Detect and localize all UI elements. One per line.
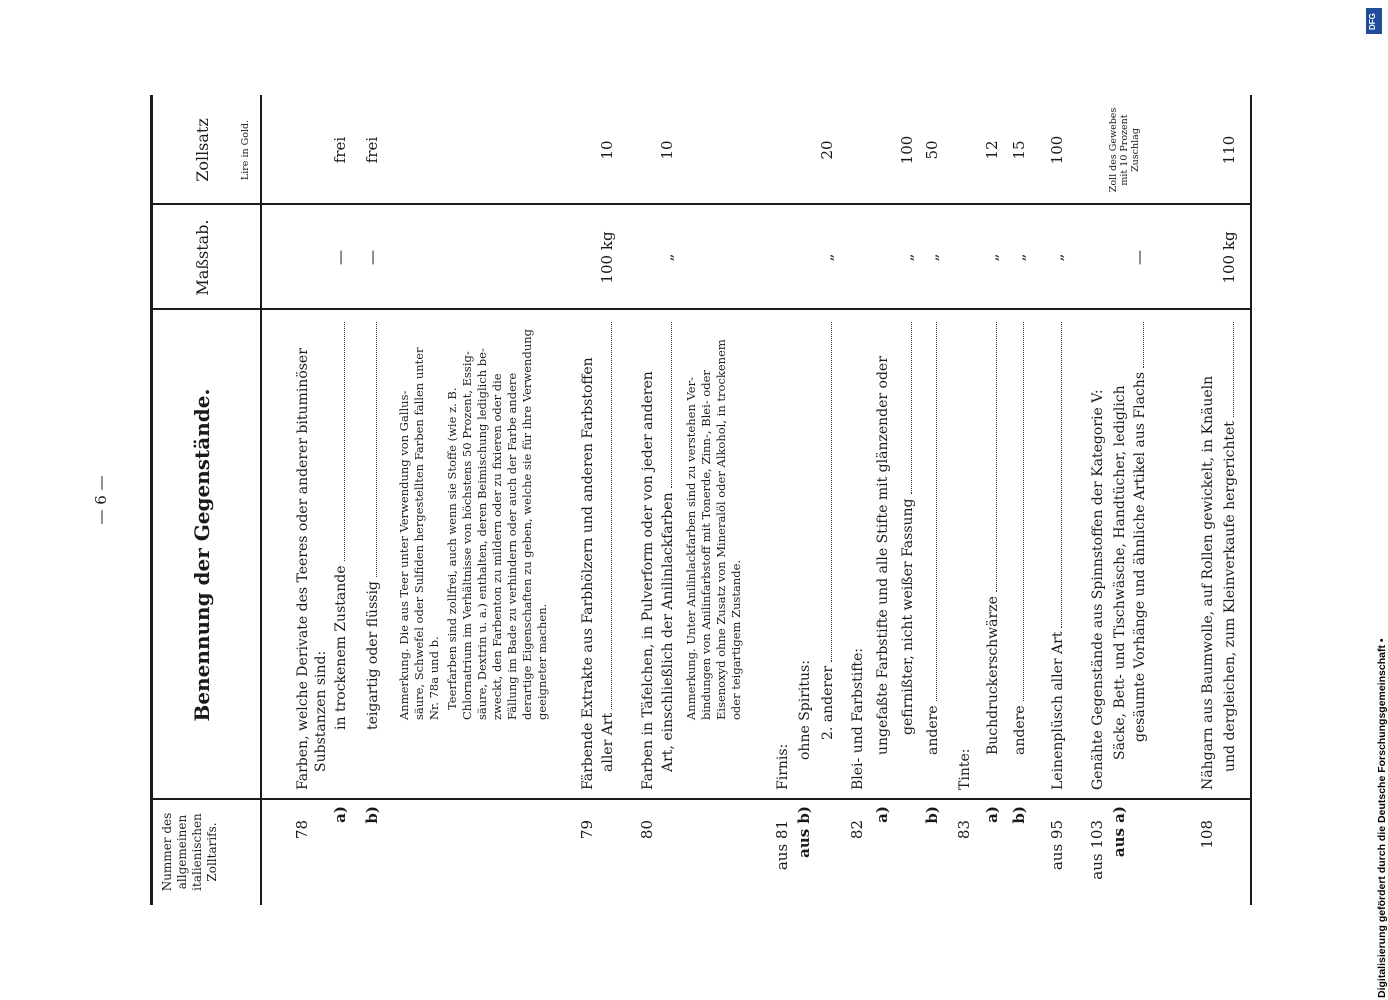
unit-value: 100 kg	[1220, 231, 1238, 284]
tariff-number: 78	[293, 820, 311, 840]
tariff-number: aus 103	[1088, 820, 1106, 880]
header-bottom-rule	[260, 95, 262, 905]
item-description	[1132, 322, 1148, 742]
item-description-text: 2. anderer	[820, 665, 836, 740]
item-description-text: geeigneter machen.	[535, 603, 549, 720]
digitization-credit: Digitalisierung gefördert durch die Deutsche Forschungsgemeinschaft •	[1376, 638, 1388, 998]
tariff-number: aus 81	[773, 820, 791, 871]
item-description	[715, 339, 728, 720]
dfg-logo-text: DFG	[1368, 13, 1377, 30]
item-description	[1112, 385, 1128, 760]
item-description-text: Anmerkung. Die aus Teer unter Verwendung von Gallus-	[397, 390, 411, 720]
duty-value: 20	[818, 140, 836, 160]
item-description-text: Nr. 78a und b.	[427, 636, 441, 720]
col-rule-3	[150, 204, 1250, 206]
item-description-text: Chlornatrium im Verhältnisse von höchstens 50 Prozent, Essig-	[460, 351, 474, 720]
duty-value: 10	[598, 140, 616, 160]
tariff-number: aus b)	[795, 806, 813, 858]
duty-value: 12	[983, 140, 1001, 160]
header-duty: Zollsatz	[193, 118, 212, 182]
item-description	[685, 377, 698, 720]
tariff-number: a)	[873, 806, 891, 823]
duty-value: 50	[923, 140, 941, 160]
item-description	[521, 329, 534, 720]
item-description	[985, 322, 1001, 755]
tariff-number: 80	[638, 820, 656, 840]
item-description	[506, 373, 519, 720]
dot-leader	[911, 322, 912, 494]
item-description	[1050, 322, 1066, 790]
tariff-number: b)	[363, 806, 381, 824]
item-description-text: derartige Eigenschaften zu geben, welche sie für ihre Verwendung	[520, 329, 534, 720]
unit-value: „	[983, 253, 1001, 262]
item-description	[313, 651, 329, 772]
item-description-text: säure, Schwefel oder Sulfiden hergestellten Farben fallen unter	[412, 347, 426, 720]
item-description	[775, 744, 791, 790]
item-description-text: oder teigartigem Zustande.	[729, 559, 743, 720]
item-description-text: teigartig oder flüssig	[365, 581, 381, 730]
item-description-text: ungefaßte Farbstifte und alle Stifte mit glänzender oder	[875, 356, 891, 755]
tariff-number: aus a)	[1110, 806, 1128, 858]
item-description-text: gesäumte Vorhänge und ähnliche Artikel aus Flachs	[1132, 371, 1148, 742]
dot-leader	[1143, 322, 1144, 368]
unit-value: 100 kg	[598, 231, 616, 284]
item-description	[600, 322, 616, 772]
item-description-text: Eisenoxyd ohne Zusatz von Mineralöl oder Alkohol, in trockenem	[714, 339, 728, 720]
table-top-rule	[150, 95, 153, 905]
duty-value: 100	[898, 135, 916, 165]
item-description	[660, 322, 676, 772]
duty-value: 15	[1010, 140, 1028, 160]
dot-leader	[996, 322, 997, 592]
item-description-text: Farben, welche Derivate des Teeres oder anderer bituminöser	[295, 348, 311, 790]
item-description	[1012, 322, 1028, 755]
item-description	[491, 373, 504, 720]
item-description-text: in trockenem Zustande	[333, 565, 349, 730]
header-duty-sub: Lire in Gold.	[240, 119, 251, 181]
item-description-text: Fällung im Bade zu verhindern oder auch der Farbe andere	[505, 372, 519, 720]
dot-leader	[671, 322, 672, 488]
tariff-number: a)	[983, 806, 1001, 823]
item-description	[398, 391, 411, 720]
item-description	[413, 347, 426, 720]
duty-value: 110	[1220, 135, 1238, 165]
item-description	[900, 322, 916, 735]
tariff-number: 79	[578, 820, 596, 840]
dot-leader	[376, 322, 377, 577]
item-description-text: Farben in Täfelchen, in Pulverform oder von jeder anderen	[640, 371, 656, 790]
tariff-number: b)	[923, 806, 941, 824]
item-description	[1200, 376, 1216, 790]
tariff-number: aus 95	[1048, 820, 1066, 871]
item-description	[428, 636, 441, 720]
unit-value: „	[1010, 253, 1028, 262]
item-description-text: Färbende Extrakte aus Farbhölzern und anderen Farbstoffen	[580, 357, 596, 790]
item-description	[333, 323, 349, 731]
item-description	[1090, 389, 1106, 790]
tariff-number: b)	[1010, 806, 1028, 824]
unit-value: —	[1130, 250, 1148, 265]
unit-value: „	[658, 253, 676, 262]
item-description-text: Säcke, Bett- und Tischwäsche, Handtücher, lediglich	[1112, 385, 1128, 760]
item-description	[730, 560, 743, 720]
unit-value: „	[1048, 253, 1066, 262]
unit-value: „	[923, 253, 941, 262]
tariff-number: 82	[848, 820, 866, 840]
item-description-text: Blei- und Farbstifte:	[850, 647, 866, 790]
table-bottom-rule	[1250, 95, 1252, 905]
col-rule-2	[150, 309, 1250, 311]
item-description	[850, 648, 866, 790]
item-description-text: aller Art	[600, 712, 616, 772]
item-description-text: andere	[925, 705, 941, 755]
item-description	[797, 660, 813, 760]
item-description	[461, 351, 474, 720]
col-rule-1	[150, 799, 1250, 801]
unit-value: „	[818, 253, 836, 262]
item-description-text: zweckt, den Farbenton zu mildern oder zu fixieren oder die	[490, 373, 504, 720]
duty-value: Zoll des Gewebes mit 10 Prozent Zuschlag	[1108, 107, 1141, 193]
header-description: Benennung der Gegenstände.	[190, 388, 214, 722]
item-description-text: bindungen von Anilinfarbstoff mit Tonerde, Zinn-, Blei- oder	[699, 370, 713, 720]
tariff-number: 83	[955, 820, 973, 840]
item-description	[476, 348, 489, 720]
dot-leader	[1233, 322, 1234, 417]
item-description	[640, 371, 656, 790]
item-description-text: andere	[1012, 705, 1028, 755]
duty-value: frei	[331, 136, 349, 164]
item-description-text: Art, einschließlich der Anilinlackfarben	[660, 492, 676, 772]
item-description-text: Substanzen sind:	[313, 650, 329, 772]
dfg-logo	[1366, 8, 1382, 34]
tariff-number: a)	[331, 806, 349, 823]
item-description	[925, 322, 941, 755]
dot-leader	[611, 322, 612, 709]
dot-leader	[831, 322, 832, 662]
dot-leader	[936, 322, 937, 701]
item-description	[875, 356, 891, 755]
item-description-text: Teerfarben sind zollfrei, auch wenn sie Stoffe (wie z. B.	[445, 387, 459, 710]
item-description	[365, 322, 381, 730]
item-description	[446, 387, 459, 710]
duty-value: 10	[658, 140, 676, 160]
duty-value: frei	[363, 136, 381, 164]
item-description	[700, 370, 713, 720]
duty-value: 100	[1048, 135, 1066, 165]
item-description-text: säure, Dextrin u. a.) enthalten, deren Beimischung lediglich be-	[475, 348, 489, 720]
item-description	[295, 348, 311, 790]
header-unit: Maßstab.	[193, 219, 212, 296]
item-description-text: Tinte:	[957, 748, 973, 790]
item-description	[1222, 322, 1238, 772]
item-description-text: gefirnißter, nicht weißer Fassung	[900, 498, 916, 735]
tariff-number: 108	[1198, 820, 1216, 849]
item-description	[957, 749, 973, 790]
item-description-text: Nähgarn aus Baumwolle, auf Rollen gewickelt, in Knäueln	[1200, 375, 1216, 790]
item-description	[536, 604, 549, 720]
item-description	[820, 322, 836, 740]
item-description-text: Leinenplüsch aller Art	[1050, 631, 1066, 790]
item-description-text: Genähte Gegenstände aus Spinnstoffen der Kategorie V:	[1090, 389, 1106, 790]
unit-value: —	[331, 250, 349, 265]
item-description	[580, 357, 596, 790]
unit-value: —	[363, 250, 381, 265]
page-number: — 6 —	[92, 475, 110, 525]
dot-leader	[1023, 322, 1024, 701]
dot-leader	[1061, 322, 1062, 628]
unit-value: „	[898, 253, 916, 262]
dot-leader	[344, 323, 345, 562]
item-description-text: Firnis:	[775, 743, 791, 790]
item-description-text: Anmerkung. Unter Anilinlackfarben sind zu verstehen Ver-	[684, 377, 698, 720]
item-description-text: Buchdruckerschwärze	[985, 596, 1001, 755]
item-description-text: und dergleichen, zum Kleinverkaufe hergerichtet	[1222, 421, 1238, 772]
item-description-text: ohne Spiritus:	[797, 660, 813, 760]
header-number: Nummer des allgemeinen italienischen Zolltarifs.	[160, 812, 219, 892]
